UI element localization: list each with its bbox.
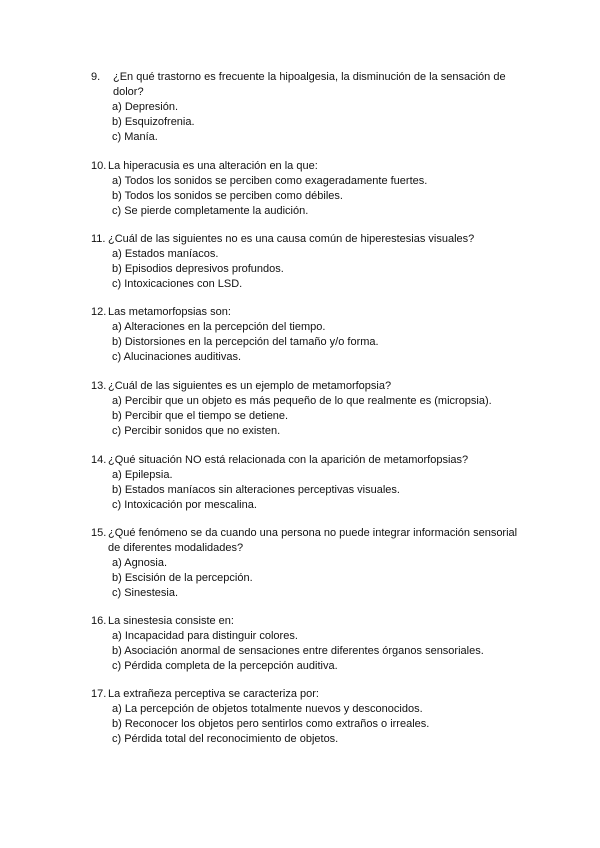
option-b: b) Escisión de la percepción.: [112, 571, 253, 584]
option-b: b) Distorsiones en la percepción del tamaño y/o forma.: [112, 335, 379, 348]
question-number: 15.: [91, 527, 107, 539]
question-12: [91, 305, 531, 364]
option-a: a) Estados maníacos.: [112, 248, 219, 260]
option-a: a) Alteraciones en la percepción del tiempo.: [112, 321, 326, 333]
question-number: 12.: [91, 306, 107, 318]
question-9: [91, 70, 531, 144]
option-a: a) Percibir que un objeto es más pequeño de lo que realmente es (micropsia).: [112, 395, 492, 407]
question-number: 16.: [91, 615, 107, 627]
option-b: b) Estados maníacos sin alteraciones perceptivas visuales.: [112, 483, 400, 496]
question-number: 17.: [91, 688, 107, 700]
option-b: b) Esquizofrenia.: [112, 115, 195, 128]
question-15: [91, 526, 531, 600]
options-list: [91, 556, 531, 600]
question-number: 14.: [91, 454, 107, 466]
option-a: a) Depresión.: [112, 101, 179, 113]
option-b: b) Episodios depresivos profundos.: [112, 262, 284, 275]
question-number: 10.: [91, 160, 107, 172]
question-number: 13.: [91, 380, 107, 392]
option-c: c) Percibir sonidos que no existen.: [112, 424, 281, 437]
options-list: [91, 702, 531, 746]
question-10: [91, 159, 531, 218]
question-text: ¿En qué trastorno es frecuente la hipoalgesia, la disminución de la sensación de dolor?: [113, 71, 506, 98]
options-list: [91, 320, 531, 364]
options-list: [91, 394, 531, 438]
option-b: b) Percibir que el tiempo se detiene.: [112, 409, 289, 422]
option-a: a) Todos los sonidos se perciben como exageradamente fuertes.: [112, 175, 428, 187]
question-11: [91, 232, 531, 291]
question-number: 9.: [91, 71, 101, 83]
option-b: b) Todos los sonidos se perciben como débiles.: [112, 189, 343, 202]
question-text: Las metamorfopsias son:: [108, 306, 231, 318]
options-list: [91, 468, 531, 512]
option-b: b) Asociación anormal de sensaciones entre diferentes órganos sensoriales.: [112, 644, 484, 657]
question-number: 11.: [91, 233, 106, 245]
options-list: [91, 174, 531, 218]
question-text: ¿Qué fenómeno se da cuando una persona no puede integrar información sensorial de diferentes modalidades?: [108, 527, 518, 554]
question-13: [91, 379, 531, 438]
option-b: b) Reconocer los objetos pero sentirlos como extraños o irreales.: [112, 717, 430, 730]
question-text: ¿Cuál de las siguientes es un ejemplo de metamorfopsia?: [108, 380, 392, 392]
option-c: c) Se pierde completamente la audición.: [112, 204, 309, 217]
option-c: c) Sinestesia.: [112, 586, 179, 599]
option-c: c) Alucinaciones auditivas.: [112, 350, 242, 363]
options-list: [91, 247, 531, 291]
question-text: ¿Cuál de las siguientes no es una causa común de hiperestesias visuales?: [108, 233, 475, 245]
question-text: ¿Qué situación NO está relacionada con la aparición de metamorfopsias?: [108, 454, 469, 466]
question-16: [91, 614, 531, 673]
option-a: a) Incapacidad para distinguir colores.: [112, 630, 298, 642]
option-a: a) Agnosia.: [112, 557, 168, 569]
question-text: La hiperacusia es una alteración en la que:: [108, 160, 318, 172]
option-c: c) Intoxicaciones con LSD.: [112, 277, 243, 290]
option-a: a) Epilepsia.: [112, 469, 173, 481]
question-17: [91, 687, 531, 746]
option-c: c) Manía.: [112, 130, 158, 143]
options-list: [91, 100, 531, 144]
option-c: c) Pérdida completa de la percepción auditiva.: [112, 659, 338, 672]
question-text: La sinestesia consiste en:: [108, 615, 234, 627]
options-list: [91, 629, 531, 673]
question-14: [91, 453, 531, 512]
option-a: a) La percepción de objetos totalmente nuevos y desconocidos.: [112, 703, 423, 715]
option-c: c) Intoxicación por mescalina.: [112, 498, 257, 511]
question-text: La extrañeza perceptiva se caracteriza por:: [108, 688, 319, 700]
option-c: c) Pérdida total del reconocimiento de objetos.: [112, 732, 339, 745]
